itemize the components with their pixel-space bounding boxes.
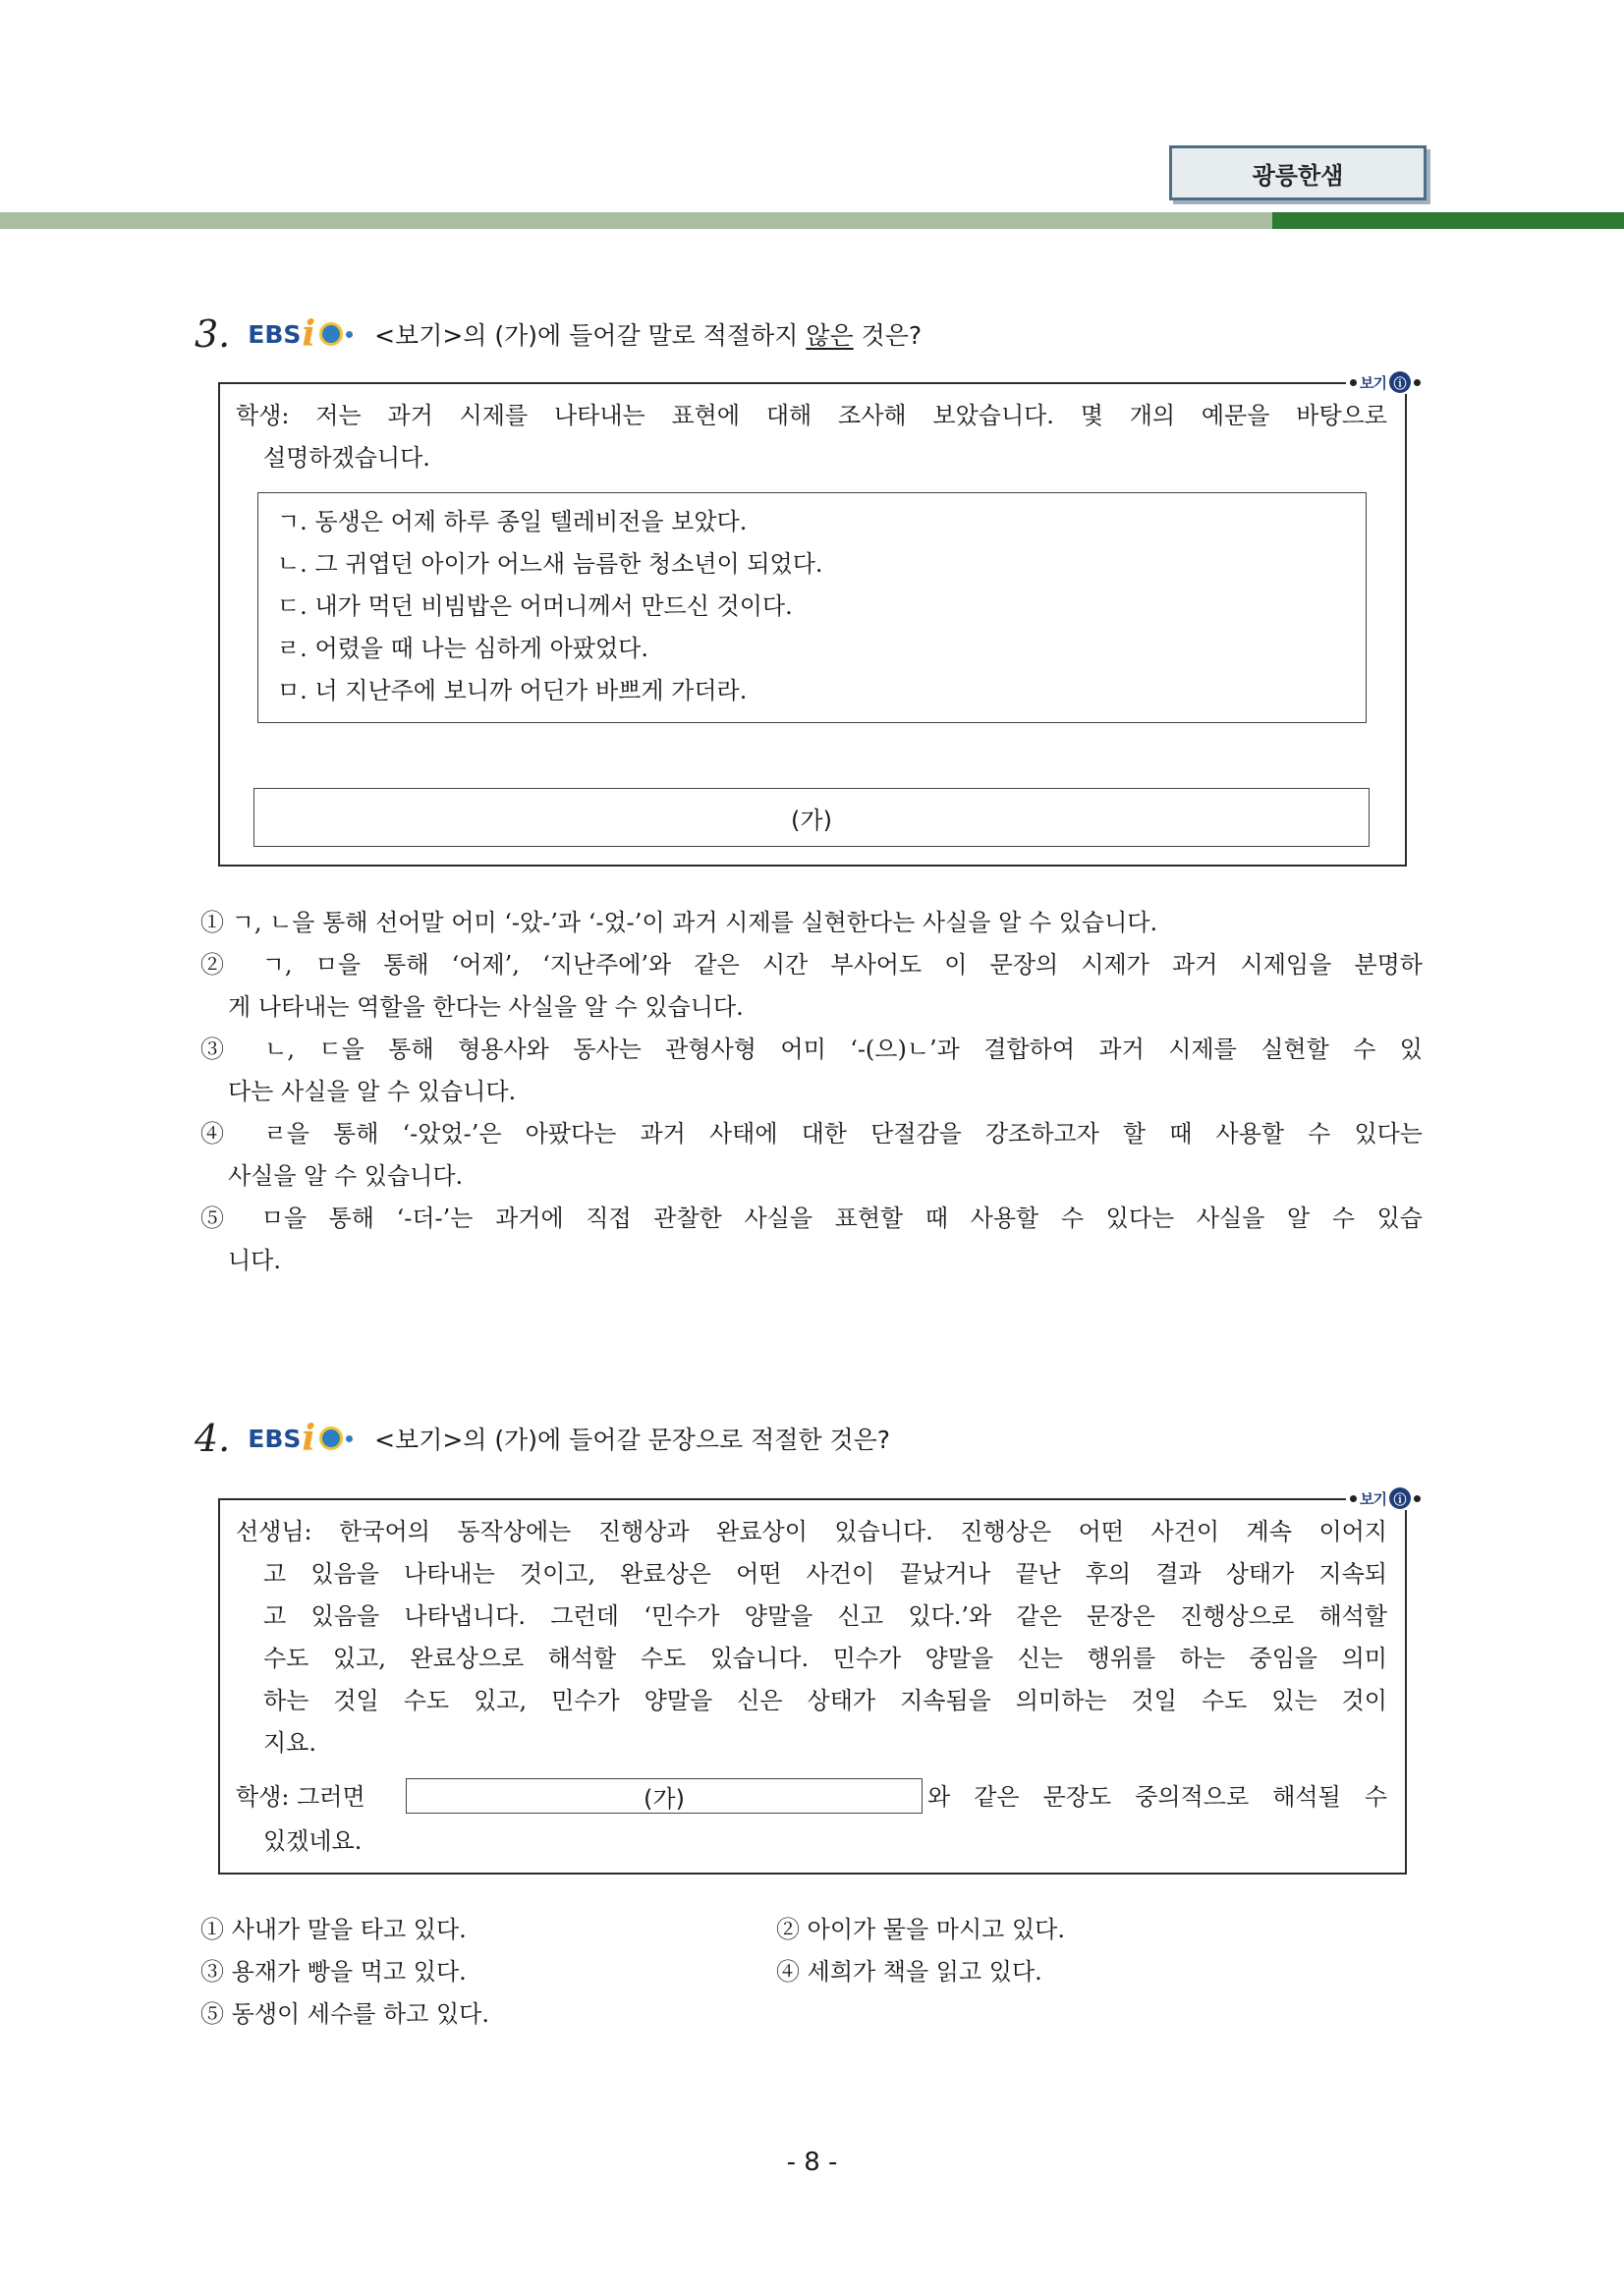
q3-heading <box>195 312 922 356</box>
q4-student-line: 있겠네요. <box>263 1827 363 1855</box>
q4-blank-box: (가) <box>406 1778 923 1814</box>
q4-number: 4. <box>195 1417 231 1460</box>
page-number: - 8 - <box>786 2148 838 2177</box>
q3-example: ㄷ. 내가 먹던 비빔밥은 어머니께서 만드신 것이다. <box>277 592 793 620</box>
q4-choice-1[interactable]: ① 사내가 말을 타고 있다. <box>200 1916 467 1943</box>
q3-example: ㄱ. 동생은 어제 하루 종일 텔레비전을 보았다. <box>277 508 748 535</box>
q4-teacher-line: 지요. <box>263 1729 316 1757</box>
header-band-light <box>0 212 1272 229</box>
q3-choice-5-cont: 니다. <box>228 1247 281 1274</box>
q3-student-line: 설명하겠습니다. <box>263 444 430 472</box>
q4-choice-3[interactable]: ③ 용재가 빵을 먹고 있다. <box>200 1958 467 1986</box>
q3-example: ㄹ. 어렸을 때 나는 심하게 아팠었다. <box>277 635 648 662</box>
q4-teacher-line: 선생님: 한국어의 동작상에는 진행상과 완료상이 있습니다. 진행상은 어떤 사건이 계속 이어지 <box>236 1518 1387 1545</box>
q4-student-line: 와 같은 문장도 중의적으로 해석될 수 <box>927 1783 1387 1811</box>
q4-heading <box>195 1417 890 1460</box>
q4-prompt: <보기>의 (가)에 들어갈 문장으로 적절한 것은? <box>374 1426 891 1454</box>
q3-choice-3[interactable]: ③ ㄴ, ㄷ을 통해 형용사와 동사는 관형사형 어미 ‘-(으)ㄴ’과 결합하여 과거 시제를 실현할 수 있 <box>200 1036 1423 1063</box>
q3-choice-4-cont: 사실을 알 수 있습니다. <box>228 1162 464 1190</box>
q3-number: 3. <box>195 312 231 356</box>
q3-choice-4[interactable]: ④ ㄹ을 통해 ‘-았었-’은 아팠다는 과거 사태에 대한 단절감을 강조하고자 할 때 사용할 수 있다는 <box>200 1120 1423 1148</box>
bogi-tag-icon: 보기 ⓘ <box>1346 370 1425 394</box>
q3-choice-2[interactable]: ② ㄱ, ㅁ을 통해 ‘어제’, ‘지난주에’와 같은 시간 부사어도 이 문장의 시제가 과거 시제임을 분명하 <box>200 951 1423 979</box>
q3-example: ㅁ. 너 지난주에 보니까 어딘가 바쁘게 가더라. <box>277 677 748 704</box>
q3-example: ㄴ. 그 귀엽던 아이가 어느새 늠름한 청소년이 되었다. <box>277 550 823 578</box>
q4-teacher-line: 수도 있고, 완료상으로 해석할 수도 있습니다. 민수가 양말을 신는 행위를 하는 중임을 의미 <box>263 1645 1387 1672</box>
q3-blank-box: (가) <box>253 788 1370 847</box>
q3-choice-5[interactable]: ⑤ ㅁ을 통해 ‘-더-’는 과거에 직접 관찰한 사실을 표현할 때 사용할 수 있다는 사실을 알 수 있습 <box>200 1204 1423 1232</box>
q3-choice-2-cont: 게 나타내는 역할을 한다는 사실을 알 수 있습니다. <box>228 993 744 1021</box>
ebs-logo-icon: EBS i <box>248 313 353 355</box>
header-badge <box>1169 145 1427 200</box>
q4-teacher-line: 고 있음을 나타내는 것이고, 완료상은 어떤 사건이 끝났거나 끝난 후의 결과 상태가 지속되 <box>263 1560 1387 1588</box>
q4-choice-2[interactable]: ② 아이가 물을 마시고 있다. <box>776 1916 1065 1943</box>
q4-teacher-line: 고 있음을 나타냅니다. 그런데 ‘민수가 양말을 신고 있다.’와 같은 문장은 진행상으로 해석할 <box>263 1602 1387 1630</box>
bogi-circle-icon: ⓘ <box>1389 371 1411 393</box>
ebs-logo-icon: EBS i <box>248 1418 353 1459</box>
q3-prompt: <보기>의 (가)에 들어갈 말로 적절하지 않은 것은? <box>374 321 923 350</box>
q4-choice-5[interactable]: ⑤ 동생이 세수를 하고 있다. <box>200 2000 489 2028</box>
q3-student-line: 학생: 저는 과거 시제를 나타내는 표현에 대해 조사해 보았습니다. 몇 개의 예문을 바탕으로 <box>236 402 1387 429</box>
q4-choice-4[interactable]: ④ 세희가 책을 읽고 있다. <box>776 1958 1042 1986</box>
q3-choice-1[interactable]: ① ㄱ, ㄴ을 통해 선어말 어미 ‘-았-’과 ‘-었-’이 과거 시제를 실현한다는 사실을 알 수 있습니다. <box>200 909 1158 936</box>
bogi-circle-icon: ⓘ <box>1389 1487 1411 1509</box>
bogi-tag-icon: 보기 ⓘ <box>1346 1486 1425 1510</box>
q3-emphasis: 않은 <box>806 321 854 350</box>
header-band-dark <box>1272 212 1624 229</box>
q3-choice-3-cont: 다는 사실을 알 수 있습니다. <box>228 1078 517 1105</box>
q4-student-label: 학생: 그러면 <box>236 1783 365 1811</box>
header-badge-label: 광릉한샘 <box>1252 161 1344 190</box>
q4-teacher-line: 하는 것일 수도 있고, 민수가 양말을 신은 상태가 지속됨을 의미하는 것일 수도 있는 것이 <box>263 1687 1387 1714</box>
